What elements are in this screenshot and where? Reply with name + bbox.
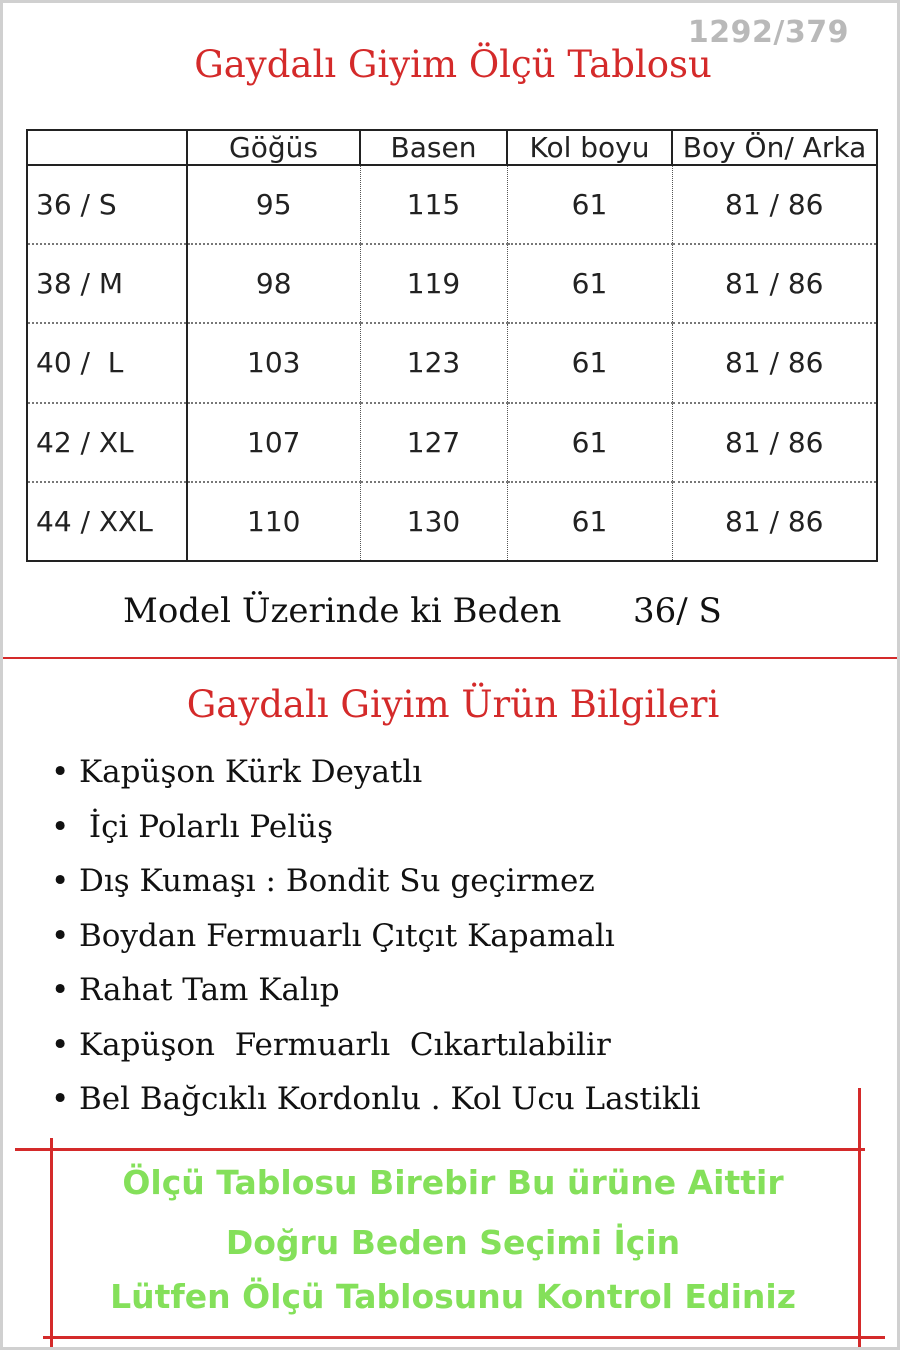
table-header-row <box>27 130 877 165</box>
table-cell-size: 42 / XL <box>27 403 187 482</box>
section-divider <box>3 657 900 659</box>
table-header-cell <box>27 130 187 165</box>
feature-text: Kapüşon Kürk Deyatlı <box>79 754 423 790</box>
table-cell-size: 38 / M <box>27 244 187 323</box>
table-header-cell: Basen <box>360 130 507 165</box>
table-cell: 130 <box>360 482 507 561</box>
table-header-cell: Göğüs <box>187 130 360 165</box>
table-cell-size: 44 / XXL <box>27 482 187 561</box>
table-cell: 95 <box>187 165 360 244</box>
table-row <box>27 482 877 561</box>
bullet-icon: • <box>51 917 70 954</box>
list-item <box>51 854 701 909</box>
list-item <box>51 1018 701 1073</box>
table-cell: 61 <box>507 403 672 482</box>
bullet-icon: • <box>51 754 70 790</box>
feature-text: İçi Polarlı Pelüş <box>79 808 333 845</box>
table-row <box>27 165 877 244</box>
table-cell: 98 <box>187 244 360 323</box>
table-cell: 61 <box>507 323 672 402</box>
notice-line-1: Ölçü Tablosu Birebir Bu ürüne Aittir <box>122 1163 784 1202</box>
size-table <box>26 129 878 562</box>
table-cell: 61 <box>507 165 672 244</box>
table-cell: 107 <box>187 403 360 482</box>
bullet-icon: • <box>51 972 70 1008</box>
feature-text: Bel Bağcıklı Kordonlu . Kol Ucu Lastikli <box>79 1081 701 1117</box>
table-header-cell: Kol boyu <box>507 130 672 165</box>
table-cell-size: 40 / L <box>27 323 187 402</box>
size-table-title: Gaydalı Giyim Ölçü Tablosu <box>194 43 712 86</box>
bullet-icon: • <box>51 1026 70 1063</box>
table-cell: 103 <box>187 323 360 402</box>
table-cell-size: 36 / S <box>27 165 187 244</box>
notice-line-3: Lütfen Ölçü Tablosunu Kontrol Ediniz <box>110 1277 796 1316</box>
notice-frame-top <box>15 1148 865 1151</box>
table-cell: 81 / 86 <box>672 403 877 482</box>
table-row <box>27 244 877 323</box>
table-cell: 61 <box>507 482 672 561</box>
list-item <box>51 745 701 800</box>
feature-text: Rahat Tam Kalıp <box>79 972 340 1008</box>
list-item <box>51 909 701 964</box>
table-cell: 119 <box>360 244 507 323</box>
list-item <box>51 800 701 855</box>
product-info-title: Gaydalı Giyim Ürün Bilgileri <box>186 683 720 726</box>
table-cell: 81 / 86 <box>672 323 877 402</box>
feature-text: Boydan Fermuarlı Çıtçıt Kapamalı <box>79 917 615 954</box>
feature-list <box>51 745 701 1127</box>
table-cell: 81 / 86 <box>672 165 877 244</box>
bullet-icon: • <box>51 863 70 899</box>
model-size-value: 36/ S <box>633 591 722 631</box>
table-cell: 127 <box>360 403 507 482</box>
feature-text: Kapüşon Fermuarlı Cıkartılabilir <box>79 1026 611 1063</box>
table-cell: 115 <box>360 165 507 244</box>
table-row <box>27 323 877 402</box>
bullet-icon: • <box>51 808 70 845</box>
notice-line-2: Doğru Beden Seçimi İçin <box>225 1223 681 1262</box>
notice-frame-bottom <box>43 1336 885 1339</box>
list-item <box>51 963 701 1018</box>
feature-text: Dış Kumaşı : Bondit Su geçirmez <box>79 863 595 899</box>
model-size-label: Model Üzerinde ki Beden <box>123 591 562 631</box>
table-cell: 81 / 86 <box>672 482 877 561</box>
product-code: 1292/379 <box>687 15 849 50</box>
table-cell: 123 <box>360 323 507 402</box>
table-cell: 61 <box>507 244 672 323</box>
list-item <box>51 1072 701 1127</box>
bullet-icon: • <box>51 1081 70 1117</box>
table-header-cell: Boy Ön/ Arka <box>672 130 877 165</box>
table-cell: 81 / 86 <box>672 244 877 323</box>
table-cell: 110 <box>187 482 360 561</box>
table-row <box>27 403 877 482</box>
